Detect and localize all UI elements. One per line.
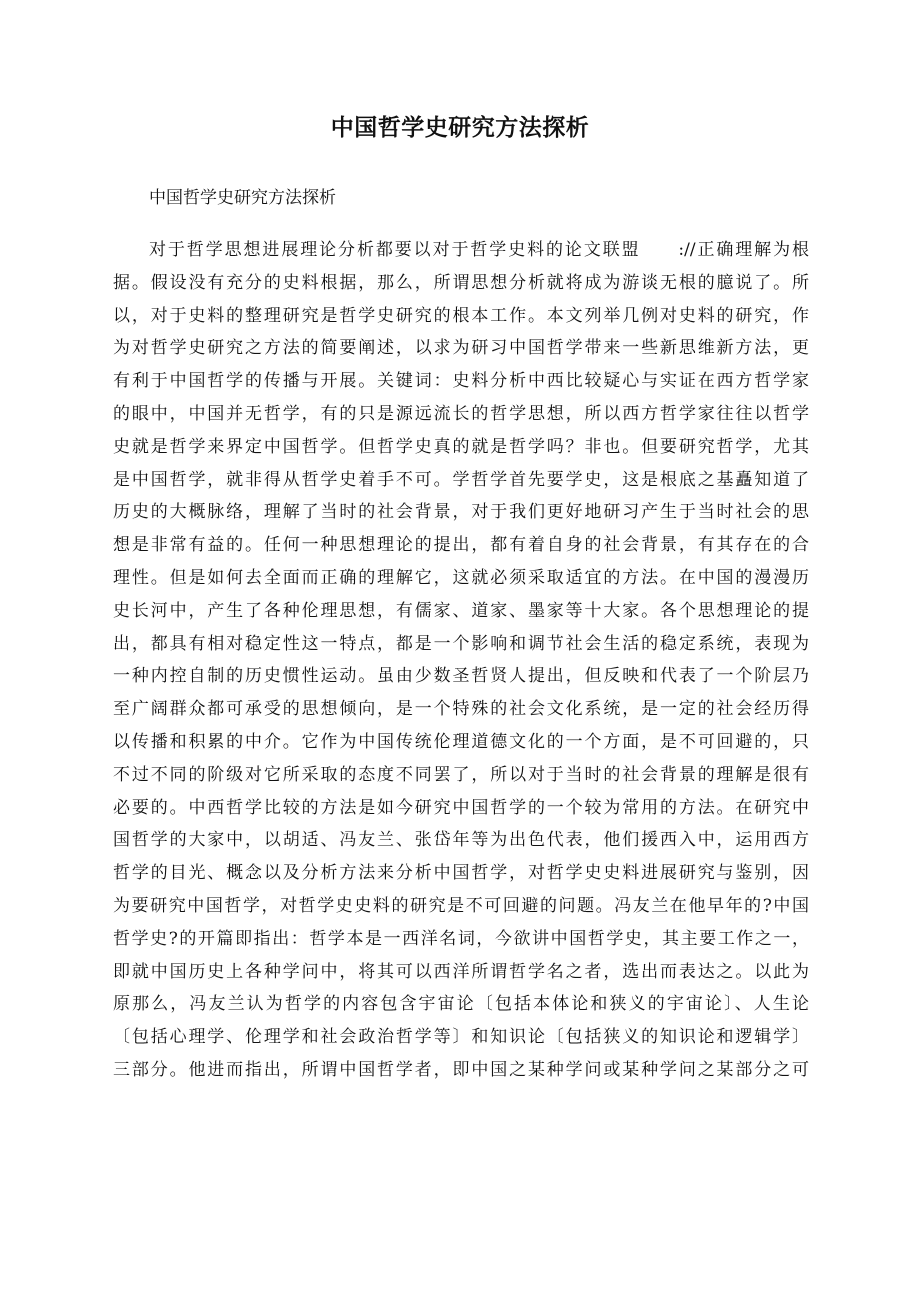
body-line: 一种内控自制的历史惯性运动。虽由少数圣哲贤人提出，但反映和代表了一个阶层乃: [113, 666, 809, 687]
body-paragraph: [113, 234, 809, 1087]
body-line: 有利于中国哲学的传播与开展。关键词：史料分析中西比较疑心与实证在西方哲学家: [113, 371, 809, 392]
document-title: 中国哲学史研究方法探析: [330, 114, 590, 141]
body-line: 是中国哲学，就非得从哲学史着手不可。学哲学首先要学史，这是根底之基矗知道了: [113, 469, 809, 490]
body-line: 哲学史?的开篇即指出：哲学本是一西洋名词，今欲讲中国哲学史，其主要工作之一，: [113, 928, 809, 949]
body-line: 对于哲学思想进展理论分析都要以对于哲学史料的论文联盟 ://正确理解为根: [149, 240, 809, 260]
body-line: 历史的大概脉络，理解了当时的社会背景，对于我们更好地研习产生于当时社会的思: [113, 502, 809, 523]
body-line: 国哲学的大家中，以胡适、冯友兰、张岱年等为出色代表，他们援西入中，运用西方: [113, 830, 809, 851]
body-line: 三部分。他进而指出，所谓中国哲学者，即中国之某种学问或某种学问之某部分之可: [113, 1059, 809, 1080]
body-line: 出，都具有相对稳定性这一特点，都是一个影响和调节社会生活的稳定系统，表现为: [113, 633, 809, 654]
body-line: 为对哲学史研究之方法的简要阐述，以求为研习中国哲学带来一些新思维新方法，更: [113, 338, 809, 359]
body-line: 的眼中，中国并无哲学，有的只是源远流长的哲学思想，所以西方哲学家往往以哲学: [113, 403, 809, 424]
body-line: 以传播和积累的中介。它作为中国传统伦理道德文化的一个方面，是不可回避的，只: [113, 731, 809, 752]
body-line: 史就是哲学来界定中国哲学。但哲学史真的就是哲学吗？非也。但要研究哲学，尤其: [113, 436, 809, 457]
body-line: 哲学的目光、概念以及分析方法来分析中国哲学，对哲学史史料进展研究与鉴别，因: [113, 863, 809, 884]
document-subtitle: 中国哲学史研究方法探析: [149, 188, 336, 208]
body-line: 想是非常有益的。任何一种思想理论的提出，都有着自身的社会背景，有其存在的合: [113, 535, 809, 556]
body-line: 〔包括心理学、伦理学和社会政治哲学等〕和知识论〔包括狭义的知识论和逻辑学〕: [113, 1027, 809, 1048]
body-line: 不过不同的阶级对它所采取的态度不同罢了，所以对于当时的社会背景的理解是很有: [113, 764, 809, 785]
body-line: 必要的。中西哲学比较的方法是如今研究中国哲学的一个较为常用的方法。在研究中: [113, 797, 809, 818]
body-line: 即就中国历史上各种学问中，将其可以西洋所谓哲学名之者，选出而表达之。以此为: [113, 961, 809, 982]
body-line: 为要研究中国哲学，对哲学史史料的研究是不可回避的问题。冯友兰在他早年的?中国: [113, 895, 809, 916]
body-line: 以，对于史料的整理研究是哲学史研究的根本工作。本文列举几例对史料的研究，作: [113, 305, 809, 326]
body-line: 至广阔群众都可承受的思想倾向，是一个特殊的社会文化系统，是一定的社会经历得: [113, 699, 809, 720]
body-line: 原那么，冯友兰认为哲学的内容包含宇宙论〔包括本体论和狭义的宇宙论〕、人生论: [113, 994, 809, 1015]
body-line: 史长河中，产生了各种伦理思想，有儒家、道家、墨家等十大家。各个思想理论的提: [113, 600, 809, 621]
body-line: 理性。但是如何去全面而正确的理解它，这就必须采取适宜的方法。在中国的漫漫历: [113, 567, 809, 588]
body-line: 据。假设没有充分的史料根据，那么，所谓思想分析就将成为游谈无根的臆说了。所: [113, 272, 809, 293]
